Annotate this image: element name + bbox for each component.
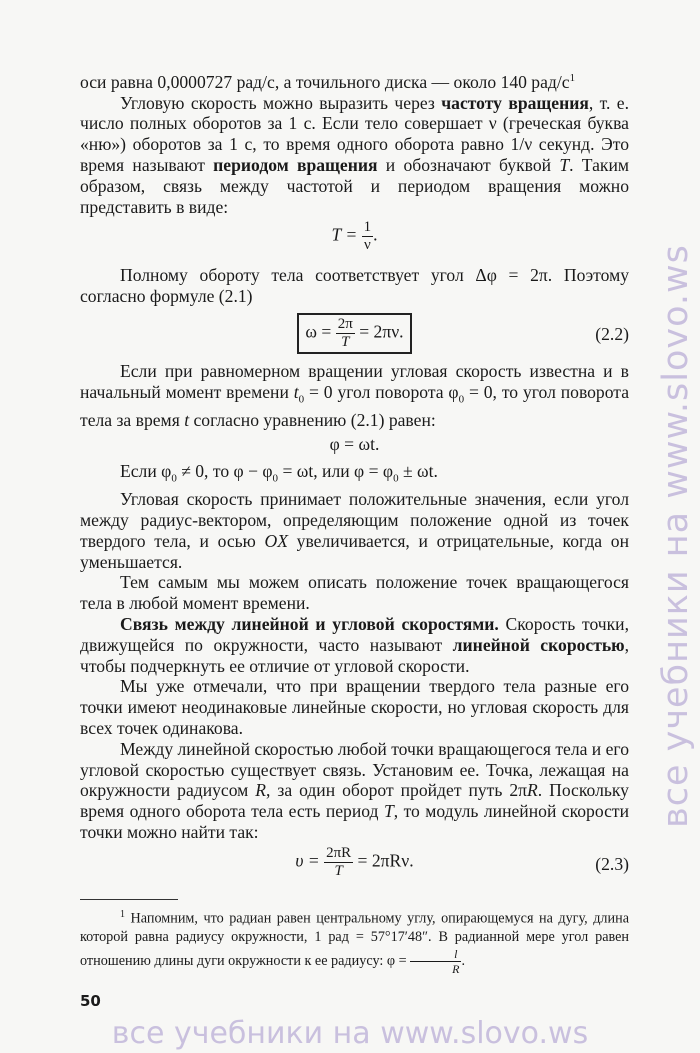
paragraph-0 xyxy=(80,68,629,93)
f4-fraction xyxy=(324,845,353,880)
paragraph-1 xyxy=(80,93,629,218)
f1-numerator: 1 xyxy=(363,219,372,236)
p1-text-f: . Таким образом, связь между частотой и периодом вращения можно представить в виде: xyxy=(80,155,629,217)
paragraph-6: Тем самым мы можем описать положение точек вращающегося тела в любой момент времени. xyxy=(80,572,629,614)
f4-numerator: 2πR xyxy=(326,844,352,861)
p3-text-b: = 0 угол поворота φ xyxy=(304,381,459,402)
f2-lhs: ω = xyxy=(305,321,336,342)
f4-lhs: υ = xyxy=(295,850,325,871)
page-content xyxy=(80,68,629,976)
watermark-bottom: все учебники на www.slovo.ws xyxy=(111,1016,589,1051)
p9-text-d: , то модуль линейной скорости точки можно найти так: xyxy=(80,801,629,842)
f3-text: φ = ωt. xyxy=(329,433,380,454)
f4-denominator: T xyxy=(334,862,343,879)
f4-rhs: = 2πRν. xyxy=(353,850,414,871)
term-period: периодом вращения xyxy=(213,155,378,176)
footnote-marker: 1 xyxy=(120,908,125,920)
footnote-ref: 1 xyxy=(569,72,576,84)
f2-box xyxy=(297,313,411,354)
formula-period xyxy=(80,217,629,261)
formula-angle xyxy=(80,431,629,457)
footnote xyxy=(80,906,629,976)
p5-axis-ox: OX xyxy=(264,530,288,551)
p9-symbol-R: R xyxy=(255,780,267,801)
p4-sub-1: 0 xyxy=(272,472,279,485)
page-number: 50 xyxy=(80,992,101,1010)
p4-text-a: Если φ xyxy=(120,460,172,481)
p3-symbol-t0: t xyxy=(293,381,299,402)
p4-text-d: ± ωt. xyxy=(398,460,438,481)
f2-rhs: = 2πν. xyxy=(354,321,404,342)
p1-text-c: , т. е. число полных оборотов за 1 с. Если тело совершает ν (греческая буква «ню») оборотов за 1 с, то время одного оборота равно 1/ν секунд. Это время называют xyxy=(80,92,629,176)
watermark-side: все учебники на www.slovo.ws xyxy=(656,244,696,828)
p5-text-b: увеличивается, и отрицательные, когда он уменьшается. xyxy=(80,530,630,572)
paragraph-8: Мы уже отмечали, что при вращении твердого тела разные его точки имеют неодинаковые линейные скорости, но угловая скорость для всех точек одинакова. xyxy=(80,676,629,739)
paragraph-9 xyxy=(80,739,629,843)
f1-lhs: T = xyxy=(331,224,362,245)
p5-text-a: Угловая скорость принимает положительные значения, если угол между радиус-вектором, определяющим положение одной из точек твердого тела, и осью xyxy=(80,489,629,551)
p7-text-d: , чтобы подчеркнуть ее отличие от угловой скорости. xyxy=(80,634,630,676)
formula-angular-velocity xyxy=(80,311,629,359)
p7-text-b: Скорость точки, движущейся по окружности, часто называют xyxy=(80,614,629,655)
p3-symbol-t: t xyxy=(184,410,190,431)
paragraph-5 xyxy=(80,489,629,572)
p3-sub-0: 0 xyxy=(298,393,305,406)
p0-text: оси равна 0,0000727 рад/с, а точильного диска — около 140 рад/с xyxy=(80,71,570,92)
p3-text-d: согласно уравнению (2.1) равен: xyxy=(189,410,436,431)
p1-symbol-T: T xyxy=(559,155,570,176)
paragraph-2: Полному обороту тела соответствует угол Δφ = 2π. Поэтому согласно формуле (2.1) xyxy=(80,265,629,307)
footnote-text-b: . xyxy=(461,952,466,969)
f2-fraction xyxy=(336,316,355,351)
p4-text-c: = ωt, или φ = φ xyxy=(278,460,394,481)
p4-text-b: ≠ 0, то φ − φ xyxy=(176,460,273,481)
p1-text-a: Угловую скорость можно выразить через xyxy=(120,92,442,113)
paragraph-3 xyxy=(80,361,629,431)
f2-numerator: 2π xyxy=(337,316,353,333)
p9-text-c: . Поскольку время одного оборота тела есть период xyxy=(80,780,629,822)
footnote-denominator: R xyxy=(452,961,460,976)
p4-sub-2: 0 xyxy=(393,472,399,485)
p3-sub-1: 0 xyxy=(458,393,465,406)
p9-text-b: , за один оборот пройдет путь 2π xyxy=(266,780,528,801)
f4-equation-number: (2.3) xyxy=(595,853,629,874)
f2-denominator: T xyxy=(341,334,350,351)
footnote-fraction xyxy=(410,947,461,976)
paragraph-4 xyxy=(80,461,629,489)
footnote-text-a: Напомним, что радиан равен центральному углу, опирающемуся на дугу, длина которой равна радиусу окружности, 1 рад = 57°17′48″. В радианной мере угол равен отношению длины дуги окружности к ее радиусу: φ = xyxy=(80,910,629,969)
p9-symbol-T: T xyxy=(383,801,394,822)
f1-fraction xyxy=(362,219,374,254)
p1-text-e: и обозначают буквой xyxy=(377,155,560,176)
p9-text-a: Между линейной скоростью любой точки вращающегося тела и его угловой скоростью существует связь. Установим ее. Точка, лежащая на окружности радиусом xyxy=(80,738,629,801)
section-heading-linear-angular: Связь между линейной и угловой скоростями. xyxy=(120,614,499,635)
footnote-numerator: l xyxy=(410,947,461,962)
f1-denominator: ν xyxy=(363,237,371,254)
f1-end: . xyxy=(373,224,378,245)
footnote-divider xyxy=(80,899,178,900)
p4-sub-0: 0 xyxy=(171,472,177,485)
f2-equation-number: (2.2) xyxy=(595,324,629,345)
footnote-text xyxy=(80,906,629,976)
p3-text-c: = 0, то угол поворота тела за время xyxy=(80,381,630,431)
p9-symbol-R2: R xyxy=(527,780,538,801)
paragraph-7 xyxy=(80,614,629,676)
formula-linear-velocity xyxy=(80,843,629,887)
p3-text-a: Если при равномерном вращении угловая скорость известна и в начальный момент времени xyxy=(80,361,629,402)
term-linear-velocity: линейной скоростью xyxy=(452,634,625,655)
term-frequency: частоту вращения xyxy=(441,92,589,113)
